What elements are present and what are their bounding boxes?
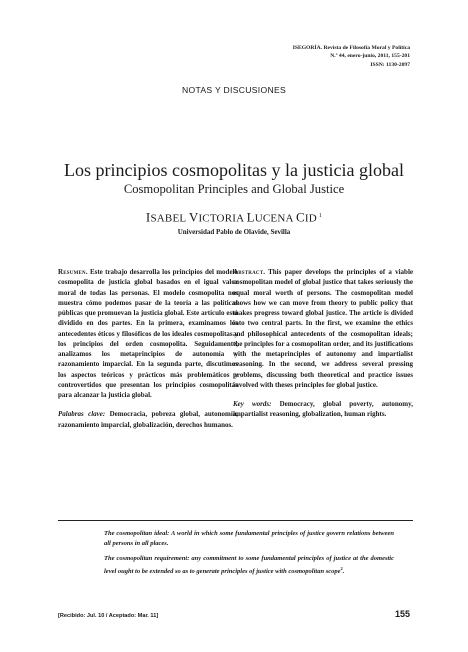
author-footnote-marker: 1 [318,213,323,219]
journal-issue: N.º 44, enero-junio, 2011, 155-201 [330,53,410,60]
abstract-spanish-text: Este trabajo desarrolla los principios del modelo cosmopolita de justicia global basados en el igual valor moral de todas las personas. El modelo cosmopolita nos muestra cómo podemos pasar de la teoría a las políticas públicas que promuevan la justicia global. Este artículo está dividido en dos partes. En la primera, examinamos los antecedentes éticos y filosóficos de los ideales cosmopolitas y los principios del orden cosmopolita. Seguidamente, analizamos los metaprincipios de autonomía y razonamiento imparcial. En la segunda parte, discutimos los aspectos teóricos y prácticos más problemáticos y controvertidos que presentan los principios cosmopolitas para alcanzar la justicia global. [58,268,238,399]
abstract-english-body: Abstract. This paper develops the principles of a viable cosmopolitan model of global justice that takes seriously the equal moral worth of persons. The cosmopolitan model shows how we can move from theory to public policy that makes progress toward global justice. The article is divided into two central parts. In the first, we examine the ethics and philosophical antecedents of the cosmopolitan ideals; the principles for a cosmopolitan order, and its justifications with the metaprinciples of autonomy and impartialist reasoning. In the second, we address several pressing problems, discussing both theoretical and practice issues involved with theses principles for global justice. [233,268,413,389]
journal-info [190,44,410,69]
abstract-spanish-label: Resumen [58,268,86,276]
quote-cosmopolitan-ideal: The cosmopolitan ideal: A world in which some fundamental principles of justice govern relations between all persons in all places. [104,530,394,547]
author-name: ISABEL VICTORIA LUCENA CID $^1$ [145,209,323,225]
abstract-english-label: Abstract [233,268,264,276]
quote-cosmopolitan-requirement: The cosmopolitan requirement: any commitment to some fundamental principles of justice at the domestic level ought to be extended so as to generate principles of justice with cosmopolitan scope$^2$. [104,555,394,575]
keywords-spanish [58,409,238,430]
page-number: 155 [394,609,410,619]
abstract-spanish [58,267,238,430]
paper-title-english: Cosmopolitan Principles and Global Justice [123,182,345,196]
abstract-english-text: This paper develops the principles of a viable cosmopolitan model of global justice that takes seriously the equal moral worth of persons. The cosmopolitan model shows how we can move from theory to public policy that makes progress toward global justice. The article is divided into two central parts. In the first, we examine the ethics and philosophical antecedents of the cosmopolitan ideals; the principles for a cosmopolitan order, and its justifications with the metaprinciples of autonomy and impartialist reasoning. In the second, we address several pressing problems, discussing both theoretical and practice issues involved with theses principles for global justice. [233,268,413,389]
journal-issn: ISSN: 1130-2097 [370,61,410,68]
abstract-english [233,267,413,420]
keywords-english [233,399,413,420]
journal-name: ISEGORÍA. Revista de Filosofía Moral y Política [292,45,410,51]
divider-rule [58,520,413,521]
received-accepted-dates: [Recibido: Jul. 10 / Aceptado: Mar. 11] [58,613,159,619]
section-heading: NOTAS Y DISCUSIONES [181,85,287,95]
keywords-spanish-label: Palabras clave: [58,410,106,419]
keywords-english-text: Democracy, global poverty, autonomy, impartialist reasoning, globalization, human rights. [233,400,413,419]
keywords-spanish-text: Democracia, pobreza global, autonomía, razonamiento imparcial, globalización, derechos humanos. [58,410,239,429]
keywords-english-label: Key words: [233,400,272,408]
paper-title-spanish: Los principios cosmopolitas y la justicia global [64,160,404,180]
quote-footnote-marker: 2 [340,565,343,571]
epigraph-quotes [104,529,394,583]
abstract-spanish-body: Resumen. Este trabajo desarrolla los principios del modelo cosmopolita de justicia global basados en el igual valor moral de todas las personas. El modelo cosmopolita nos muestra cómo podemos pasar de la teoría a las políticas públicas que promuevan la justicia global. Este artículo está dividido en dos partes. En la primera, examinamos los antecedentes éticos y filosóficos de los ideales cosmopolitas y los principios del orden cosmopolita. Seguidamente, analizamos los metaprincipios de autonomía y razonamiento imparcial. En la segunda parte, discutimos los aspectos teóricos y prácticos más problemáticos y controvertidos que presentan los principios cosmopolitas para alcanzar la justicia global. [58,268,238,399]
author-affiliation: Universidad Pablo de Olavide, Sevilla [177,228,291,236]
